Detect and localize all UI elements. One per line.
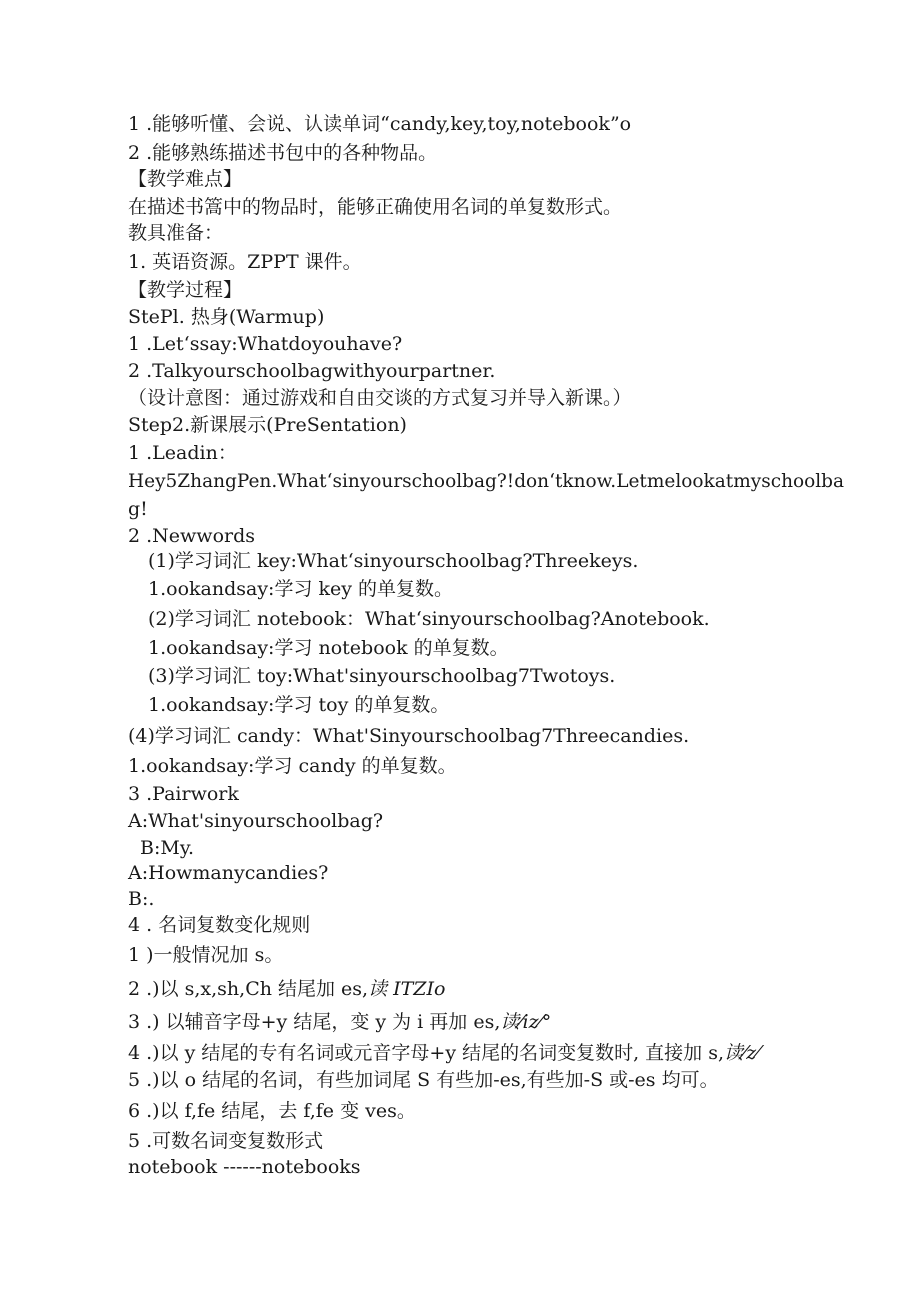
rule-line (128, 1010, 551, 1034)
pairwork-label: 3 .Pairwork (128, 783, 239, 805)
rule-text: 2 .)以 s,x,sh,Ch 结尾加 es, (128, 978, 369, 1000)
rules-label: 4 . 名词复数变化规则 (128, 914, 311, 936)
newword-line: 1.ookandsay:学习 notebook 的单复数。 (148, 637, 509, 659)
leadin-label: 1 .Leadin： (128, 442, 237, 464)
newword-line: 1.ookandsay:学习 toy 的单复数。 (148, 694, 450, 716)
newword-line: (4)学习词汇 candy：What'Sinyourschoolbag7Threecandies. (128, 725, 690, 747)
newwords-label: 2 .Newwords (128, 525, 255, 547)
newword-line: 1.ookandsay:学习 key 的单复数。 (148, 578, 454, 600)
rule-line: 6 .)以 f,fe 结尾，去 f,fe 变 ves。 (128, 1100, 416, 1122)
leadin-text-line2: g! (128, 498, 148, 520)
rule-text: 3 .) 以辅音字母+y 结尾，变 y 为 i 再加 es, (128, 1011, 501, 1033)
rule-line (128, 1041, 759, 1065)
rule-text: 4 .)以 y 结尾的专有名词或元音字母+y 结尾的名词变复数时, 直接加 s, (128, 1042, 724, 1064)
objective-2: 2 .能够熟练描述书包中的各种物品。 (128, 142, 438, 164)
prep-heading: 教具准备： (128, 222, 224, 244)
step1-design-note: （设计意图：通过游戏和自由交谈的方式复习并导入新课。） (128, 387, 632, 409)
pairwork-line: B:. (128, 888, 155, 910)
prep-item: 1. 英语资源。ZPPT 课件。 (128, 251, 362, 273)
difficulty-text: 在描述书篙中的物品时，能够正确使用名词的单复数形式。 (128, 196, 623, 218)
pairwork-line: A:Howmanycandies? (128, 862, 329, 884)
difficulty-heading: 【教学难点】 (128, 168, 243, 190)
rule-line: 1 )一般情况加 s。 (128, 944, 284, 966)
rule-line: 5 .)以 o 结尾的名词，有些加词尾 S 有些加-es,有些加-S 或-es 均可。 (128, 1069, 719, 1091)
newword-line: (3)学习词汇 toy:What'sinyourschoolbag7Twotoys. (148, 665, 616, 687)
countable-label: 5 .可数名词变复数形式 (128, 1130, 324, 1152)
step2-title: Step2.新课展示(PreSentation) (128, 414, 407, 436)
step1-item-2: 2 .Talkyourschoolbagwithyourpartner. (128, 360, 496, 382)
pairwork-line: A:What'sinyourschoolbag? (128, 810, 384, 832)
step1-item-1: 1 .Let‘ssay:Whatdoyouhave? (128, 333, 403, 355)
rule-4-pronunciation: 读⁄z⁄ (724, 1042, 760, 1064)
process-heading: 【教学过程】 (128, 279, 243, 301)
leadin-text-line1: Hey5ZhangPen.What‘sinyourschoolbag?!don‘tknow.Letmelookatmyschoolba (128, 471, 845, 492)
pairwork-line: B:My. (140, 837, 195, 859)
objective-1: 1 .能够听懂、会说、认读单词“candy,key,toy,notebook”o (128, 113, 632, 135)
rule-2-pronunciation: 读 ITZIo (368, 978, 446, 1000)
rule-line (128, 977, 445, 1001)
plural-example: notebook ------notebooks (128, 1156, 361, 1178)
newword-line: (2)学习词汇 notebook：What‘sinyourschoolbag?Anotebook. (148, 608, 710, 630)
newword-line: (1)学习词汇 key:What‘sinyourschoolbag?Threekeys. (148, 550, 639, 572)
newword-line: 1.ookandsay:学习 candy 的单复数。 (128, 755, 457, 777)
step1-title: StePl. 热身(Warmup) (128, 306, 325, 328)
rule-3-pronunciation: 读⁄iz⁄° (500, 1011, 552, 1033)
